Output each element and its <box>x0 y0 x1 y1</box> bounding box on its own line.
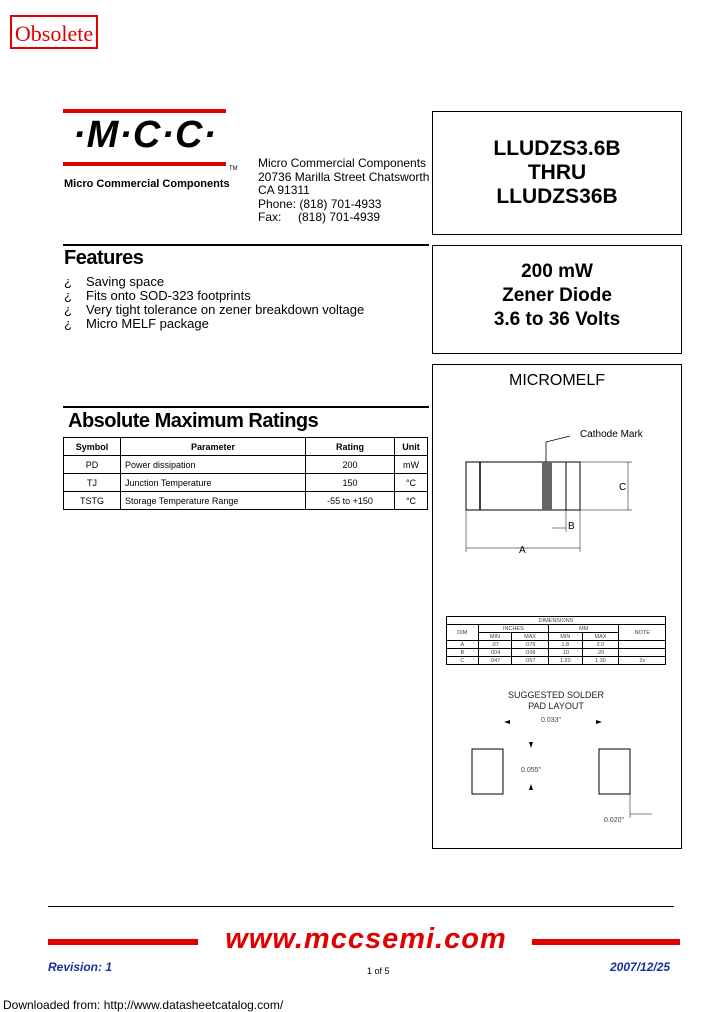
features-title: Features <box>64 247 144 269</box>
dims-cell: .008 <box>512 649 549 657</box>
pad-layout-drawing <box>432 712 682 832</box>
pad-gap-label: 0.020" <box>604 817 625 824</box>
logo-text: ·M·C·C· <box>72 114 218 156</box>
footer-rule <box>48 906 674 907</box>
desc-line3: 3.6 to 36 Volts <box>493 309 621 330</box>
dim-b-label: B <box>568 521 575 532</box>
solder-pad-left <box>472 749 503 794</box>
dims-cell <box>619 649 666 657</box>
dims-header: MIN <box>549 633 582 641</box>
ratings-cell: Junction Temperature <box>121 474 306 492</box>
logo-subtitle: Micro Commercial Components <box>64 178 230 190</box>
dim-a-label: A <box>519 545 526 556</box>
cathode-leader-h <box>546 436 570 442</box>
ratings-cell: 150 <box>306 474 395 492</box>
ratings-cell: PD <box>64 456 121 474</box>
address-street: 20736 Marilla Street Chatsworth <box>258 169 430 184</box>
table-row <box>447 641 666 649</box>
ratings-title: Absolute Maximum Ratings <box>68 410 319 432</box>
ratings-cell: °C <box>395 474 428 492</box>
bullet: ¿ <box>64 288 72 303</box>
dims-cell: .004 <box>478 649 511 657</box>
ratings-header: Unit <box>395 438 428 456</box>
table-row <box>447 657 666 665</box>
pad-title-line2: PAD LAYOUT <box>528 701 584 711</box>
arrow-left-icon <box>504 720 510 724</box>
dims-cell: .079 <box>512 641 549 649</box>
address-fax: Fax: (818) 701-4939 <box>258 210 381 224</box>
features-list <box>64 275 364 331</box>
dims-cell <box>619 641 666 649</box>
dims-cell: B <box>447 649 479 657</box>
ratings-rule <box>63 406 429 408</box>
ratings-header: Parameter <box>121 438 306 456</box>
table-row <box>64 456 428 474</box>
ratings-cell: Power dissipation <box>121 456 306 474</box>
package-drawing <box>432 420 682 570</box>
description-box <box>432 245 682 354</box>
dims-header: MAX <box>512 633 549 641</box>
logo-bottom-bar <box>63 162 226 166</box>
dims-mm: MM <box>549 625 619 633</box>
package-title: MICROMELF <box>509 372 605 389</box>
page-number: 1 of 5 <box>367 966 390 976</box>
feature-text: Micro MELF package <box>86 316 209 331</box>
dims-cell: 1.30 <box>582 657 619 665</box>
feature-item <box>64 289 364 303</box>
bullet: ¿ <box>64 302 72 317</box>
ratings-cell: -55 to +150 <box>306 492 395 510</box>
address-company: Micro Commercial Components <box>258 156 427 170</box>
address-block <box>258 157 429 225</box>
part-line2: THRU <box>527 161 587 184</box>
bullet: ¿ <box>64 316 72 331</box>
address-phone: Phone: (818) 701-4933 <box>258 196 382 211</box>
dims-cell: A <box>447 641 479 649</box>
dims-cell: 2.0 <box>582 641 619 649</box>
footer-url: www.mccsemi.com <box>225 923 507 955</box>
pad-title-line1: SUGGESTED SOLDER <box>507 690 605 700</box>
footer-red-bar-left <box>48 939 198 945</box>
dims-header: MIN <box>478 633 511 641</box>
package-body <box>466 462 580 510</box>
table-row <box>447 649 666 657</box>
dim-c-label: C <box>619 482 627 493</box>
footer-red-bar-right <box>532 939 680 945</box>
logo-tm: TM <box>229 166 238 172</box>
dims-header: NOTE <box>619 625 666 641</box>
dims-title: DIMENSIONS <box>447 617 666 625</box>
ratings-header: Symbol <box>64 438 121 456</box>
part-line3: LLUDZS36B <box>496 185 618 208</box>
desc-line2: Zener Diode <box>502 285 612 306</box>
arrow-down-icon <box>529 742 533 748</box>
ratings-header-row <box>64 438 428 456</box>
dims-cell: .047 <box>478 657 511 665</box>
dims-cell: .057 <box>512 657 549 665</box>
bullet: ¿ <box>64 274 72 289</box>
part-number-box <box>432 111 682 235</box>
feature-item <box>64 275 364 289</box>
dims-cell: .10 <box>549 649 582 657</box>
ratings-header: Rating <box>306 438 395 456</box>
table-row <box>64 492 428 510</box>
ratings-cell: mW <box>395 456 428 474</box>
pad-layout-title <box>446 690 666 712</box>
dims-cell: .07 <box>478 641 511 649</box>
address-city: CA 91311 <box>258 183 310 197</box>
feature-text: Very tight tolerance on zener breakdown voltage <box>86 302 365 317</box>
feature-text: Fits onto SOD-323 footprints <box>86 288 251 303</box>
downloaded-from: Downloaded from: http://www.datasheetcatalog.com/ <box>3 998 284 1012</box>
ratings-cell: TJ <box>64 474 121 492</box>
desc-line1: 200 mW <box>521 261 593 282</box>
logo-top-bar <box>63 109 226 113</box>
features-rule <box>63 244 429 246</box>
ratings-cell: 200 <box>306 456 395 474</box>
solder-pad-right <box>599 749 630 794</box>
dims-cell: 1.20 <box>549 657 582 665</box>
dims-cell: 2x <box>619 657 666 665</box>
dims-header: MAX <box>582 633 619 641</box>
cathode-mark-label: Cathode Mark <box>580 429 643 440</box>
feature-text: Saving space <box>86 274 165 289</box>
revision-date: 2007/12/25 <box>610 960 671 974</box>
dims-cell: C <box>447 657 479 665</box>
cathode-band <box>542 462 552 510</box>
dimensions-table <box>446 616 666 665</box>
pad-width-label: 0.033" <box>541 717 562 724</box>
obsolete-stamp: Obsolete <box>10 15 98 49</box>
ratings-cell: TSTG <box>64 492 121 510</box>
dims-header: DIM <box>447 625 479 641</box>
dims-inches: INCHES <box>478 625 548 633</box>
revision: Revision: 1 <box>48 960 113 974</box>
dims-cell: 1.8 <box>549 641 582 649</box>
ratings-cell: Storage Temperature Range <box>121 492 306 510</box>
part-line1: LLUDZS3.6B <box>493 137 621 160</box>
pad-height-label: 0.055" <box>521 767 542 774</box>
ratings-table <box>63 437 428 510</box>
dims-cell: .20 <box>582 649 619 657</box>
arrow-up-icon <box>529 784 533 790</box>
ratings-cell: °C <box>395 492 428 510</box>
table-row <box>64 474 428 492</box>
feature-item <box>64 317 364 331</box>
feature-item <box>64 303 364 317</box>
arrow-right-icon <box>596 720 602 724</box>
